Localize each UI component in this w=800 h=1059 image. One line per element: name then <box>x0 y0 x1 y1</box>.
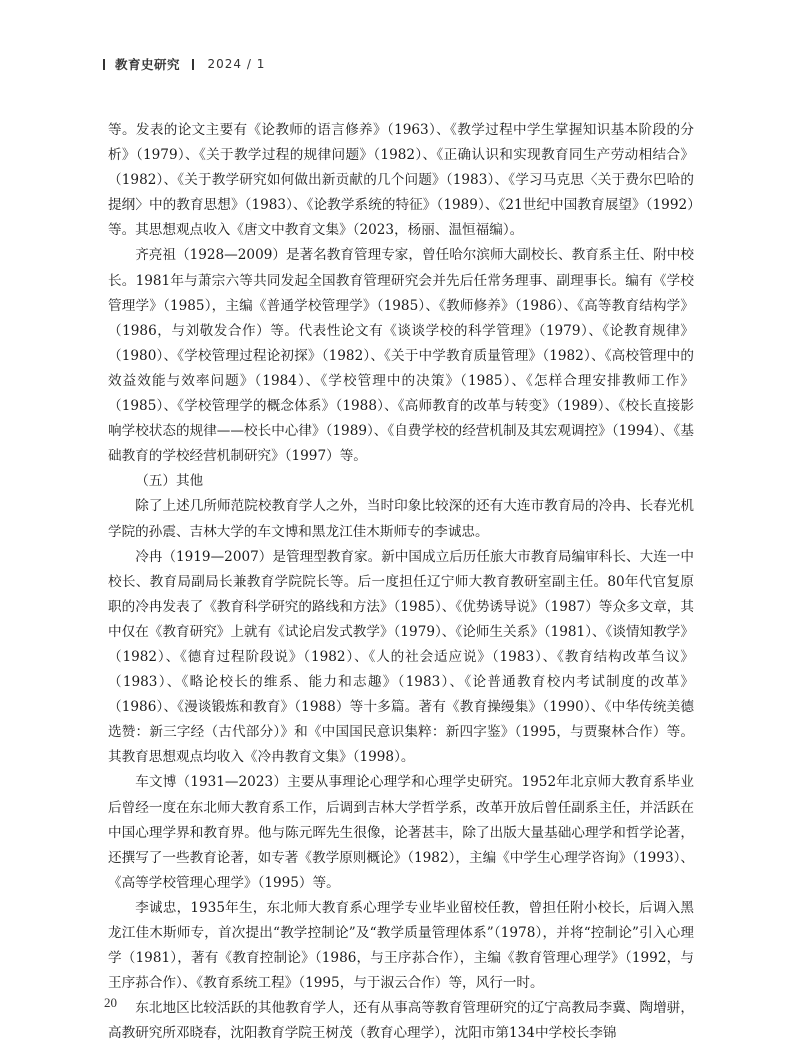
paragraph-leng-ran: 冷冉（1919—2007）是管理型教育家。新中国成立后历任旅大市教育局编审科长、大连一中校长、教育局副局长兼教育学院院长等。后一度担任辽宁师大教育教研室副主任。80年代官复原职的冷冉发表了《教育科学研究的路线和方法》（1985）、《优势诱导说》（1987）等众多文章，其中仅在《教育研究》上就有《试论启发式教学》（1979）、《论师生关系》（1981）、《谈情知教学》（1982）、《德育过程阶段说》（1982）、《人的社会适应说》（1983）、《教育结构改革刍议》（1983）、《略论校长的维系、能力和志趣》（1983）、《论普通教育校内考试制度的改革》（1986）、《漫谈锻炼和教育》（1988）等十多篇。著有《教育操缦集》（1990）、《中华传统美德选赞：新三字经（古代部分）》和《中国国民意识集粹：新四字鉴》（1995，与贾聚林合作）等。其教育思想观点均收入《冷冉教育文集》（1998）。 <box>108 548 694 766</box>
header-separator-icon <box>192 59 194 70</box>
header-rule-icon <box>103 59 105 70</box>
paragraph-li-chengzhong: 李诚忠，1935年生，东北师大教育系心理学专业毕业留校任教，曾担任附小校长，后调入黑龙江佳木斯师专，首次提出“教学控制论”及“教学质量管理体系”（1978），并将“控制论”引入心理学（1981），著有《教育控制论》（1986，与王序荪合作），主编《教育管理心理学》（1992，与王序荪合作）、《教育系统工程》（1995，与于淑云合作）等，风行一时。 <box>108 899 694 992</box>
journal-title: 教育史研究 <box>115 57 181 72</box>
running-header <box>103 54 265 74</box>
page-number: 20 <box>104 995 117 1010</box>
paragraph-intro-others: 除了上述几所师范院校教育学人之外，当时印象比较深的还有大连市教育局的冷冉、长春光机学院的孙震、吉林大学的车文博和黑龙江佳木斯师专的李诚忠。 <box>108 498 694 540</box>
paragraph-northeast-scholars: 东北地区比较活跃的其他教育学人，还有从事高等教育管理研究的辽宁高教局李冀、陶增骈，高教研究所邓晓春，沈阳教育学院王树茂（教育心理学），沈阳市第134中学校长李锦 <box>108 1000 694 1042</box>
issue-number: 2024 / 1 <box>207 57 266 71</box>
article-body <box>108 118 694 1046</box>
paragraph-che-wenbo: 车文博（1931—2023）主要从事理论心理学和心理学史研究。1952年北京师大教育系毕业后曾经一度在东北师大教育系工作，后调到吉林大学哲学系，改革开放后曾任副系主任，并活跃在中国心理学界和教育界。他与陈元晖先生很像，论著甚丰，除了出版大量基础心理学和哲学论著，还撰写了一些教育论著，如专著《教学原则概论》（1982），主编《中学生心理学咨询》（1993）、《高等学校管理心理学》（1995）等。 <box>108 774 694 891</box>
paragraph-qi-liangzu: 齐亮祖（1928—2009）是著名教育管理专家，曾任哈尔滨师大副校长、教育系主任、附中校长。1981年与萧宗六等共同发起全国教育管理研究会并先后任常务理事、副理事长。编有《学校管理学》（1985），主编《普通学校管理学》（1985）、《教师修养》（1986）、《高等教育结构学》（1986，与刘敬发合作）等。代表性论文有《谈谈学校的科学管理》（1979）、《论教育规律》（1980）、《学校管理过程论初探》（1982）、《关于中学教育质量管理》（1982）、《高校管理中的效益效能与效率问题》（1984）、《学校管理中的决策》（1985）、《怎样合理安排教师工作》（1985）、《学校管理学的概念体系》（1988）、《高师教育的改革与转变》（1989）、《校长直接影响学校状态的规律——校长中心律》（1989）、《自费学校的经营机制及其宏观调控》（1994）、《基础教育的学校经营机制研究》（1997）等。 <box>108 247 694 465</box>
section-heading-others: （五）其他 <box>135 473 204 490</box>
paragraph-continuation: 等。发表的论文主要有《论教师的语言修养》（1963）、《教学过程中学生掌握知识基本阶段的分析》（1979）、《关于教学过程的规律问题》（1982）、《正确认识和实现教育同生产劳动相结合》（1982）、《关于教学研究如何做出新贡献的几个问题》（1983）、《学习马克思〈关于费尔巴哈的提纲〉中的教育思想》（1983）、《论教学系统的特征》（1989）、《21世纪中国教育展望》（1992）等。其思想观点收入《唐文中教育文集》（2023，杨丽、温恒福编）。 <box>108 122 694 239</box>
